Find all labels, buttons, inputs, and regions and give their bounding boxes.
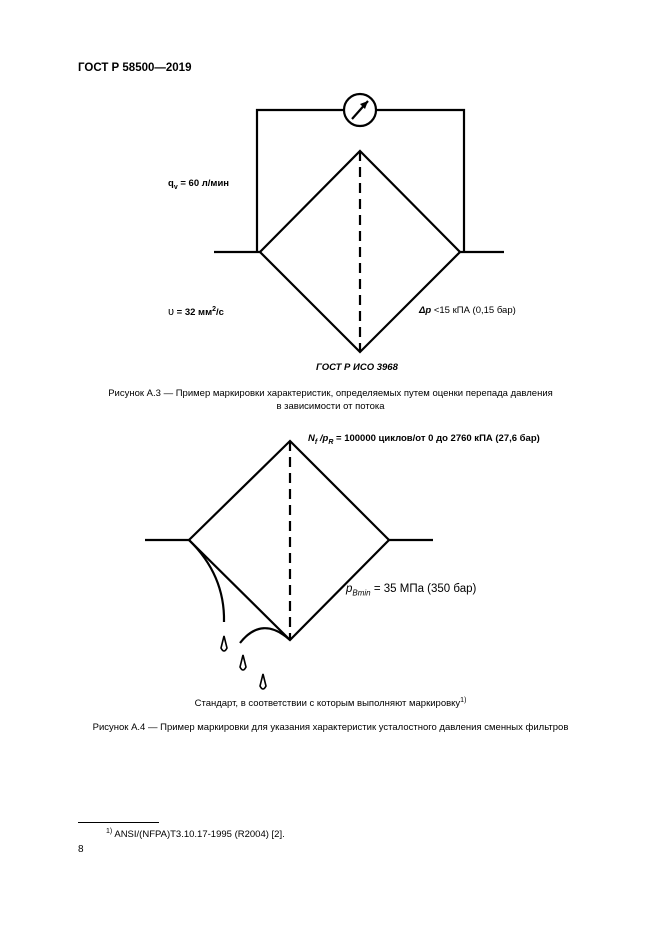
fatigue-cycles-label: $N_f$ $/p_R = 100000$ циклов/от 0 до 2760 кПА (27,6 бар) — [308, 433, 540, 446]
burst-pressure-label: $p_{Bmin} = 35$ МПа (350 бар) — [346, 583, 477, 598]
viscosity-label: υ = 32 $мм^2/c$ — [168, 306, 224, 319]
document-header: ГОСТ Р 58500—2019 — [78, 62, 192, 74]
pressure-drop-label: Δp <15 кПА (0,15 бар) — [419, 305, 516, 316]
caption-a3-line1: Рисунок А.3 — Пример маркировки характеристик, определяемых путем оценки перепада давления — [108, 388, 553, 399]
flow-rate-label: $q_v = 60$ л/мин — [168, 178, 230, 191]
standard-label-a3: ГОСТ Р ИСО 3968 — [316, 362, 398, 373]
caption-a3-line2: в зависимости от потока — [276, 401, 385, 412]
page-number: 8 — [78, 844, 84, 855]
standard-note-a4: Стандарт, в соответствии с которым выполняют маркировку$^{1)}$ — [194, 697, 467, 710]
footnote: $^{1)}$ ANSI/(NFPA)T3.10.17-1995 (R2004) [2]. — [106, 828, 285, 841]
caption-a4: Рисунок А.4 — Пример маркировки для указания характеристик усталостного давления сменных фильтров — [92, 722, 569, 733]
footnote-divider — [78, 822, 159, 823]
